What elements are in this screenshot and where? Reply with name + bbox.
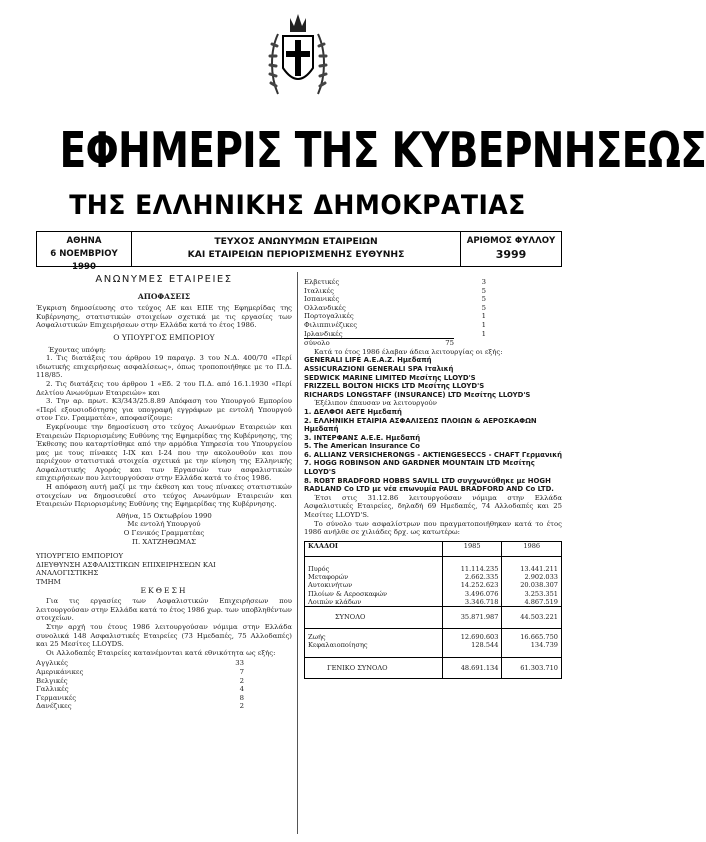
- decisions-heading: ΑΠΟΦΑΣΕΙΣ: [137, 291, 191, 301]
- paragraph-2: 2. Τις διατάξεις του άρθρου 1 «Εδ. 2 του Π.Δ. από 16.1.1930 «Περί Δελτίου Ανωνύμων Εταιρειών» και: [36, 379, 292, 397]
- coat-of-arms-emblem: [268, 6, 328, 98]
- having-considered: Έχοντας υπόψη:: [48, 345, 106, 354]
- list-item: Ιταλικές 5: [304, 286, 486, 295]
- stopped-company: 8. ROBT BRADFORD HOBBS SAVILL LTD συγχωνεύθηκε με HOGH RADLAND Co LTD με νέα επωνυμία PAUL BRADFORD AND Co LTD.: [304, 476, 554, 494]
- list-item: Αγγλικές 33: [36, 659, 244, 668]
- list-item: Ολλανδικές 5: [304, 303, 486, 312]
- list-item: Βελγικές 2: [36, 676, 244, 685]
- paragraph-4: Εγκρίνουμε την δημοσίευση στο τεύχος Ανωνύμων Εταιρειών και Εταιρειών Περιορισμένης Ευθύνης της Εφημερίδας της Κυβέρνησης, της Έκθεσης που καταρτίσθηκε από την αρμόδια Υπηρεσία του Υπουργείου μας με τους πίνακες I-IX και I-24 που την ακολουθούν και που περιέχουν στατιστικά στοιχεία σχετικά με την κίνηση της Ελληνικής Ασφαλιστικής Αγοράς και των Εργασιών των ασφαλιστικών επιχειρήσεων που λειτουργούσαν στην Ελλάδα κατά το έτος 1986.: [36, 422, 292, 483]
- nationality-total: σύνολο 75: [304, 339, 454, 348]
- stopped-company: 6. ALLIANZ VERSICHERONGS - AKTIENGESECCS - CHAFT Γερμανική: [304, 450, 563, 459]
- list-item: Δανέζικες 2: [36, 702, 244, 711]
- ministry-line-4: ΤΜΗΜ: [36, 578, 61, 586]
- signed-place-date: Αθήνα, 15 Οκτωβρίου 1990: [116, 511, 212, 520]
- licensed-company: RICHARDS LONGSTAFF (INSURANCE) LTD Μεσίτης LLOYD'S: [304, 390, 531, 399]
- minister-heading: Ο ΥΠΟΥΡΓΟΣ ΕΜΠΟΡΙΟΥ: [113, 332, 215, 342]
- issue-header: [36, 231, 562, 272]
- column-divider: [297, 272, 298, 834]
- sheet-number: 3999: [495, 248, 527, 261]
- paragraph-1: 1. Τις διατάξεις του άρθρου 19 παραγρ. 3 του Ν.Δ. 400/70 «Περί ιδιωτικής επιχειρήσεως ασφαλίσεως», όπως τροποποιήθηκε με το Π.Δ. 118/85.: [36, 354, 292, 380]
- report-heading: ΕΚΘΕΣΗ: [140, 585, 188, 595]
- paragraph-3: 3. Την αρ. πρωτ. Κ3/343/25.8.89 Απόφαση του Υπουργού Εμπορίου «Περί εξουσιοδότησης για υπογραφή εγγράφων με εντολή Υπουργού στον Γεν. Γραμματέα», αποφασίζουμε:: [36, 397, 292, 423]
- licensed-company: FRIZZELL BOLTON HICKS LTD Μεσίτης LLOYD'S: [304, 382, 485, 391]
- signature-line-2: Ο Γενικός Γραμματέας: [123, 529, 205, 538]
- ministry-line-1: ΥΠΟΥΡΓΕΙΟ ΕΜΠΟΡΙΟΥ: [36, 552, 124, 561]
- right-column: [304, 278, 562, 679]
- stopped-company: 3. ΙΝΤΕΡΦΑΝΣ Α.Ε.Ε. Ημεδαπή: [304, 433, 421, 442]
- sheet-number-cell: [461, 232, 561, 266]
- end-paragraph-2: Το σύνολο των ασφαλίστρων που πραγματοποιήθηκαν κατά το έτος 1986 ανήλθε σε χιλιάδες δρχ. ως κατωτέρω:: [304, 519, 562, 537]
- licensed-company: GENERALI LIFE A.E.A.Z. Ημεδαπή: [304, 356, 432, 365]
- ministry-line-3: ΑΝΑΛΟΓΙΣΤΙΚΗΣ: [36, 569, 99, 578]
- list-item: Γαλλικές 4: [36, 685, 244, 694]
- licensed-intro: Κατά το έτος 1986 έλαβαν άδεια λειτουργίας οι εξής:: [314, 347, 503, 356]
- issue-city: ΑΘΗΝΑ: [66, 236, 102, 246]
- signature-name: Π. ΧΑΤΖΗΘΩΜΑΣ: [132, 537, 196, 546]
- table-row-grand-total: ΓΕΝΙΚΟ ΣΥΝΟΛΟ 48.691.134 61.303.710: [305, 658, 562, 679]
- licensed-company: SEDWICK MARINE LIMITED Μεσίτης LLOYD'S: [304, 373, 476, 382]
- table-header: ΚΛΑΔΟΙ: [305, 541, 443, 556]
- issue-type-line1: ΤΕΥΧΟΣ ΑΝΩΝΥΜΩΝ ΕΤΑΙΡΕΙΩΝ: [214, 236, 378, 247]
- table-row: Πυρός Μεταφορών Αυτοκινήτων Πλοίων & Αεροσκαφών Λοιπών κλάδων 11.114.235 2.662.335 14.252.623 3.496.076 3.346.718 13.441.211 2.902.033 20.038.307 3.253.351 4.867.519: [305, 556, 562, 606]
- stopped-company: 7. HOGG ROBINSON AND GARDNER MOUNTAIN LTD Μεσίτης LLOYD'S: [304, 459, 535, 477]
- end-paragraph-1: Έτσι στις 31.12.86 λειτουργούσαν νόμιμα στην Ελλάδα Ασφαλιστικές Εταιρείες, δηλαδή 69 Ημεδαπές, 74 Αλλοδαπές και 25 Μεσίτες LLOYD'S.: [304, 493, 562, 520]
- premiums-table: [304, 541, 562, 680]
- list-item: Φιλιππινέζικες 1: [304, 320, 486, 329]
- decision-intro: Έγκριση δημοσίευσης στο τεύχος ΑΕ και ΕΠΕ της Εφημερίδας της Κυβέρνησης, στατιστικών στοιχείων σχετικά με τις εργασίες των Ασφαλιστικών Επιχειρήσεων στην Ελλάδα κατά το έτος 1986.: [36, 304, 292, 330]
- stopped-company: 1. ΔΕΛΦΟΙ ΑΕΓΕ Ημεδαπή: [304, 407, 402, 416]
- list-item: Ιρλανδικές 1: [304, 329, 486, 338]
- issue-place-date: [37, 232, 131, 272]
- report-paragraph-1: Για τις εργασίες των Ασφαλιστικών Επιχειρήσεων που λειτουργούσαν στην Ελλάδα κατά το έτος 1986 χωρ. των υποβληθέντων στοιχείων.: [36, 597, 292, 623]
- list-item: Γερμανικές 8: [36, 693, 244, 702]
- paragraph-5: Η απόφαση αυτή μαζί με την έκθεση και τους πίνακες στατιστικών στοιχείων να δημοσιευθεί στο τεύχος Ανωνύμων Εταιρειών και Εταιρειών Περιορισμένης Ευθύνης της Εφημερίδας της Κυβέρνησης.: [36, 483, 292, 509]
- report-paragraph-2: Στην αρχή του έτους 1986 λειτουργούσαν νόμιμα στην Ελλάδα συνολικά 148 Ασφαλιστικές Εταιρείες (73 Ημεδαπές, 75 Αλλοδαπές) και 25 Μεσίτες LLOYDS.: [36, 622, 292, 649]
- issue-type: [131, 232, 461, 266]
- stopped-intro: Έξέλιπον έπαυσαν να λειτουργούν: [314, 399, 437, 408]
- list-item: Ελβετικές 3: [304, 278, 486, 286]
- table-row-subtotal: ΣΥΝΟΛΟ 35.871.987 44.503.221: [305, 607, 562, 628]
- sheet-label: ΑΡΙΘΜΟΣ ΦΥΛΛΟΥ: [466, 236, 556, 246]
- table-row: Ζωής Κεφαλαιοποίησης 12.690.603 128.544 16.665.750 134.739: [305, 628, 562, 658]
- left-column: [36, 276, 292, 711]
- licensed-company: ASSICURAZIONI GENERALI SPA Ιταλική: [304, 364, 454, 373]
- table-header-row: [305, 541, 562, 556]
- nationality-list-left: [36, 659, 292, 711]
- list-item: Ισπανικές 5: [304, 295, 486, 304]
- masthead-subtitle: ΤΗΣ ΕΛΛΗΝΙΚΗΣ ΔΗΜΟΚΡΑΤΙΑΣ: [69, 190, 526, 221]
- report-paragraph-3: Οι Αλλοδαπές Εταιρείες κατανέμονται κατά εθνικότητα ως εξής:: [46, 648, 276, 657]
- table-header: 1985: [442, 541, 502, 556]
- list-item: Πορτογαλικές 1: [304, 312, 486, 321]
- ministry-line-2: ΔΙΕΥΘΥΝΣΗ ΑΣΦΑΛΙΣΤΙΚΩΝ ΕΠΙΧΕΙΡΗΣΕΩΝ ΚΑΙ: [36, 560, 216, 569]
- table-header: 1986: [502, 541, 562, 556]
- list-item: Αμερικάνικες 7: [36, 667, 244, 676]
- section-heading: ΑΝΩΝΥΜΕΣ ΕΤΑΙΡΕΙΕΣ: [95, 274, 233, 285]
- masthead-title: ΕΦΗΜΕΡΙΣ ΤΗΣ ΚΥΒΕΡΝΗΣΕΩΣ: [59, 122, 706, 179]
- issue-date: 6 ΝΟΕΜΒΡΙΟΥ 1990: [50, 249, 118, 272]
- stopped-company: 2. ΕΛΛΗΝΙΚΗ ΕΤΑΙΡΙΑ ΑΣΦΑΛΙΣΕΩΣ ΠΛΟΙΩΝ & ΑΕΡΟΣΚΑΦΩΝ Ημεδαπή: [304, 416, 537, 434]
- issue-type-line2: ΚΑΙ ΕΤΑΙΡΕΙΩΝ ΠΕΡΙΟΡΙΣΜΕΝΗΣ ΕΥΘΥΝΗΣ: [187, 249, 405, 260]
- signature-line-1: Με εντολή Υπουργού: [127, 520, 201, 529]
- stopped-company: 5. The American Insurance Co: [304, 442, 420, 451]
- nationality-list-right: [304, 278, 562, 348]
